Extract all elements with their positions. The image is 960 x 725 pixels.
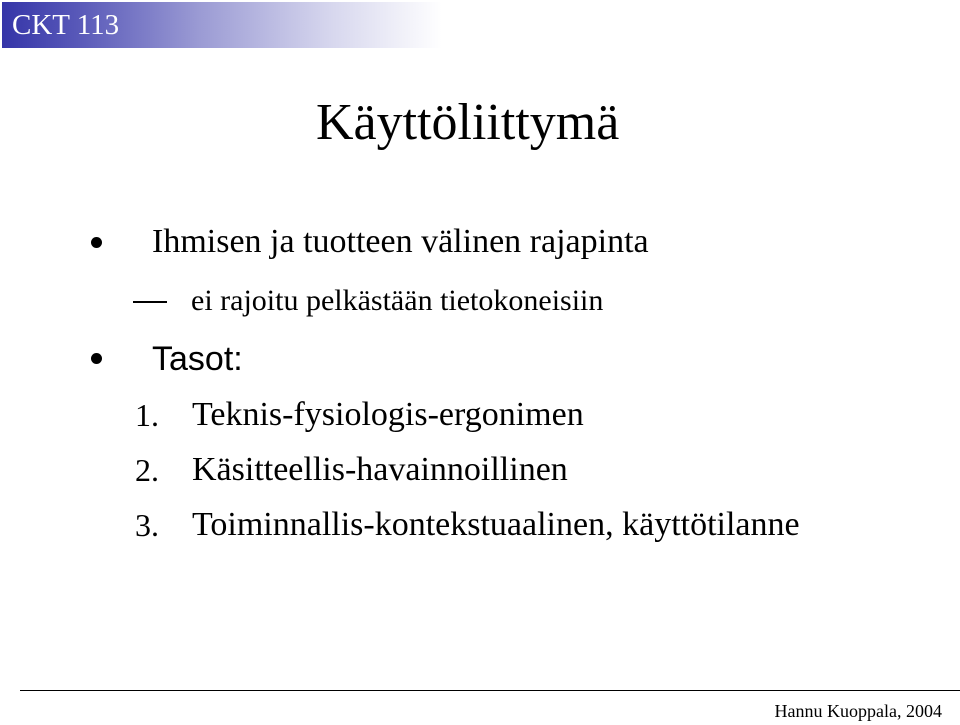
footer-author: Hannu Kuoppala, 2004	[774, 701, 942, 721]
bullet-dot-icon	[91, 353, 102, 364]
course-code: CKT 113	[12, 9, 120, 41]
level-number-2: 2.	[135, 452, 159, 488]
bullet-item-1: Ihmisen ja tuotteen välinen rajapinta	[152, 223, 649, 260]
footer-divider	[20, 690, 960, 691]
level-item-2: Käsitteellis-havainnoillinen	[192, 451, 568, 488]
slide-title: Käyttöliittymä	[316, 94, 620, 151]
bullet-dot-icon	[91, 237, 102, 248]
level-item-1: Teknis-fysiologis-ergonimen	[192, 396, 584, 433]
dash-icon	[133, 301, 167, 303]
level-item-3: Toiminnallis-kontekstuaalinen, käyttötilanne	[192, 506, 800, 543]
level-number-3: 3.	[135, 507, 159, 543]
sub-item-1: ei rajoitu pelkästään tietokoneisiin	[191, 284, 604, 317]
level-number-1: 1.	[135, 397, 159, 433]
bullet-item-2: Tasot:	[152, 340, 243, 378]
course-banner	[2, 2, 442, 48]
